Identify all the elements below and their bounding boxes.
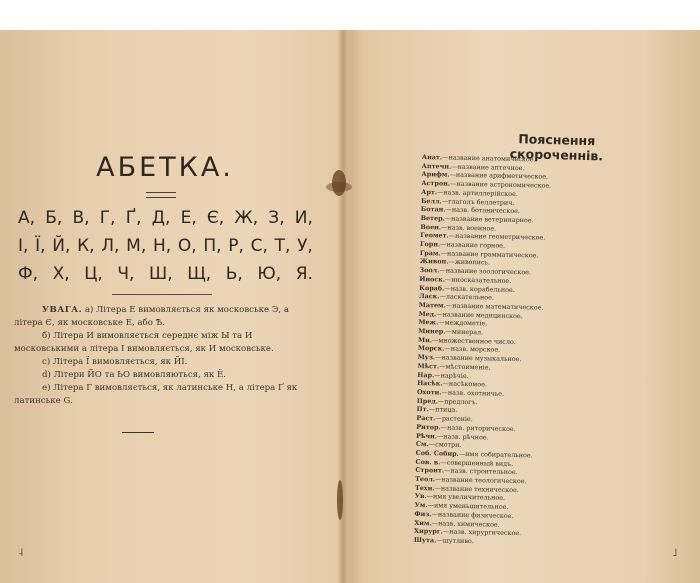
letter: Г, — [99, 208, 116, 228]
abbreviation-meaning: —назв. хирургическое. — [442, 527, 522, 538]
abbreviation-list — [414, 153, 612, 549]
letter: Б, — [45, 208, 63, 228]
abbreviation-meaning: —имя уменьшительное. — [427, 501, 509, 512]
alphabet-row-1 — [18, 208, 313, 228]
abbreviation-term: Мн. — [418, 335, 433, 345]
abbreviation-meaning: —название грамматическое. — [440, 249, 539, 260]
abbreviation-meaning: —шутливо. — [436, 536, 474, 546]
abbreviation-term: Ритор. — [416, 422, 441, 432]
abbreviation-meaning: —название физическое. — [431, 510, 514, 520]
letter: Я. — [295, 264, 313, 284]
letter: П, — [203, 236, 222, 256]
letter: Д, — [151, 208, 171, 228]
abbreviation-meaning: —назв. рѣчное. — [436, 431, 489, 441]
abbreviation-meaning: —название ветеринарное. — [444, 214, 534, 225]
note-heading: УВАГА. — [42, 305, 83, 315]
abbreviation-meaning: —имя собирательное. — [458, 449, 533, 460]
abbreviation-meaning: —назв. риторическое. — [440, 423, 516, 433]
letter: А, — [18, 208, 36, 228]
abbreviation-meaning: —название медицинское. — [436, 309, 523, 320]
letter: Ю, — [257, 264, 282, 284]
abbreviation-term: Пред. — [416, 396, 438, 406]
end-rule — [122, 432, 154, 433]
letter: У, — [297, 236, 313, 256]
abbreviation-meaning: —живопись. — [448, 258, 491, 267]
letter: І, — [18, 236, 29, 256]
letter: Е, — [180, 208, 197, 228]
letter: Щ, — [187, 264, 212, 284]
alphabet-row-3 — [18, 264, 313, 284]
abbreviation-meaning: —нарѣчіе. — [434, 370, 469, 380]
letter: Ґ, — [125, 208, 142, 228]
left-page — [0, 30, 340, 583]
abbreviation-term: Ветер. — [420, 213, 445, 223]
abbreviation-term: Анат. — [421, 153, 443, 162]
abbreviation-meaning: —минерал. — [445, 327, 484, 337]
abbreviation-meaning: —название арифметическое. — [449, 170, 549, 182]
abbreviation-meaning: —мѣстоименіе. — [439, 362, 491, 372]
abbreviation-term: Шута. — [413, 535, 437, 545]
abbreviation-meaning: —назв. строительное. — [443, 466, 518, 477]
letter: С, — [250, 236, 268, 256]
letter: В, — [72, 208, 90, 228]
letter: Ц, — [84, 264, 103, 284]
abbreviation-term: Зоол. — [419, 266, 440, 275]
abbreviation-term: Арт. — [421, 187, 438, 197]
right-page — [348, 30, 700, 583]
abbreviation-term: Строит. — [415, 466, 445, 475]
note-b: б) Літера И вимовляється середнє між Ы та И московськими а літера І вимовляється, як И московське. — [14, 331, 274, 354]
abbreviation-term: Ув. — [414, 492, 427, 501]
abbreviation-term: Рѣчн. — [416, 431, 438, 440]
abbreviation-term: Раст. — [416, 414, 436, 423]
letter: О, — [177, 236, 197, 256]
abbreviation-meaning: —название теологическое. — [434, 475, 527, 486]
abbreviation-term: Морск. — [417, 344, 445, 353]
abbreviation-meaning: —предлогъ. — [437, 397, 478, 406]
abbreviation-term: Мед. — [418, 309, 437, 318]
abbreviation-term: Хирург. — [413, 527, 444, 536]
abbreviation-term: Минер. — [418, 327, 446, 336]
abbreviation-term: Муз. — [417, 353, 436, 362]
abbreviation-term: Кораб. — [419, 283, 445, 293]
abbreviation-term: См. — [415, 440, 429, 449]
abbreviation-term: Техн. — [414, 483, 435, 493]
abbreviation-term: Соб. Собир. — [415, 448, 459, 458]
letter: Ж, — [234, 208, 259, 228]
abbreviation-meaning: —назв. артиллерійское. — [436, 188, 518, 198]
abbreviation-meaning: —насѣкомое. — [442, 379, 488, 389]
abbreviation-term: Геомет. — [420, 231, 449, 240]
abbreviation-term: Ум. — [414, 501, 428, 510]
letter: З, — [268, 208, 285, 228]
abbreviation-meaning: —назв. ботаническое. — [445, 205, 521, 216]
note-e: e) Літера Г вимовляється, як латинське H, а літера Ґ як латинське G. — [14, 383, 298, 406]
abbreviation-meaning: —растеніе. — [435, 414, 473, 424]
abbreviation-term: Матем. — [418, 300, 446, 310]
abbreviation-term: Астрон. — [421, 179, 451, 188]
abbreviation-term: Аптечн. — [421, 161, 452, 171]
corner-mark: ˩ — [672, 546, 678, 559]
abbreviation-meaning: —назв. военное. — [441, 223, 497, 233]
abbreviation-term: Меж. — [418, 318, 439, 327]
note-a: а) Літера Е вимовляється як московське Э, а літера Є, як московське Е, або Ѣ. — [14, 305, 290, 328]
abbreviation-term: Мѣст. — [417, 361, 440, 371]
abbreviation-meaning: —назв. химическое. — [431, 518, 500, 529]
letter: Ч, — [117, 264, 135, 284]
letter: Х, — [52, 264, 70, 284]
letter: Т, — [274, 236, 291, 256]
abbreviation-term: Охоти. — [416, 387, 442, 397]
abbreviation-term: Иноск. — [419, 274, 446, 284]
letter: Ш, — [149, 264, 173, 284]
abbreviation-term: Сов. в. — [415, 457, 441, 467]
abbreviation-term: Воен. — [420, 222, 442, 232]
abbreviation-meaning: —назв. морское. — [444, 344, 501, 355]
letter: Р, — [228, 236, 244, 256]
letter: Л, — [101, 236, 120, 256]
abbreviation-term: Горн. — [420, 240, 441, 249]
abbreviation-meaning: —иносказательное. — [444, 275, 512, 285]
scanned-spread — [0, 30, 700, 583]
abbreviations-title: Пояснення скороченнів. — [509, 131, 604, 164]
letter: К, — [77, 236, 95, 256]
abbreviation-meaning: —междометіе. — [438, 318, 488, 328]
letter: Ї, — [35, 236, 46, 256]
section-separator — [112, 294, 212, 295]
abbreviation-meaning: —совершенный видъ. — [440, 458, 514, 468]
abbreviation-meaning: —имя увеличительное. — [426, 492, 506, 503]
abbreviation-meaning: —название анатомическое. — [442, 153, 536, 164]
abbreviation-meaning: —назв. корабельное. — [444, 284, 515, 294]
page-title: АБЕТКА. — [96, 152, 234, 183]
abbreviation-term: Насѣк. — [417, 379, 443, 388]
abbreviation-meaning: —смотри. — [428, 440, 462, 450]
letter: М, — [126, 236, 147, 256]
abbreviation-meaning: —глаголъ беллетрич. — [441, 196, 515, 207]
abbreviation-meaning: —птица. — [428, 405, 458, 415]
abbreviation-term: Ласк. — [418, 292, 440, 301]
abbreviation-term: Нар. — [417, 370, 435, 379]
abbreviation-term: Ботан. — [420, 205, 446, 214]
abbreviation-term: Теол. — [415, 474, 436, 484]
abbreviation-meaning: —название горное. — [440, 240, 506, 250]
abbreviation-meaning: —название аптечное. — [451, 162, 525, 172]
note-d: d) Літери ЙО та ЬО вимовляються, як Ё. — [42, 370, 227, 380]
abbreviation-term: Белл. — [420, 196, 442, 205]
abbreviation-meaning: —название геометрическое. — [448, 231, 546, 242]
abbreviation-meaning: —название астрономическое. — [449, 179, 552, 190]
abbreviation-meaning: —название техническое. — [434, 484, 519, 494]
abbreviation-term: Грам. — [419, 248, 441, 258]
letter: Ф, — [18, 264, 39, 284]
abbreviation-meaning: —название математическое. — [445, 301, 544, 312]
letter: Й, — [52, 236, 71, 256]
abbreviation-term: Физ. — [414, 509, 432, 519]
corner-mark: ˨ — [18, 546, 24, 559]
letter: Ь, — [225, 264, 243, 284]
abbreviation-meaning: —назв. охотничье. — [441, 388, 505, 398]
abbreviation-meaning: —название зоологическое. — [439, 266, 532, 277]
abbreviation-term: Живоп. — [419, 257, 449, 267]
abbreviation-meaning: —множественное число. — [431, 336, 516, 346]
letter: Є, — [206, 208, 225, 228]
abbreviation-term: Арифм. — [421, 170, 450, 179]
abbreviation-term: Пт. — [416, 405, 429, 414]
title-rule — [146, 192, 176, 198]
abbreviation-meaning: —название музыкальное. — [435, 353, 522, 364]
letter: И, — [294, 208, 313, 228]
pronunciation-notes — [14, 304, 314, 408]
abbreviation-term: Хим. — [414, 518, 432, 527]
alphabet-row-2 — [18, 236, 313, 256]
abbreviation-meaning: —ласкательное. — [439, 292, 495, 302]
letter: Н, — [152, 236, 172, 256]
note-c: с) Літера Ї вимовляється, як ЙІ. — [42, 357, 188, 367]
